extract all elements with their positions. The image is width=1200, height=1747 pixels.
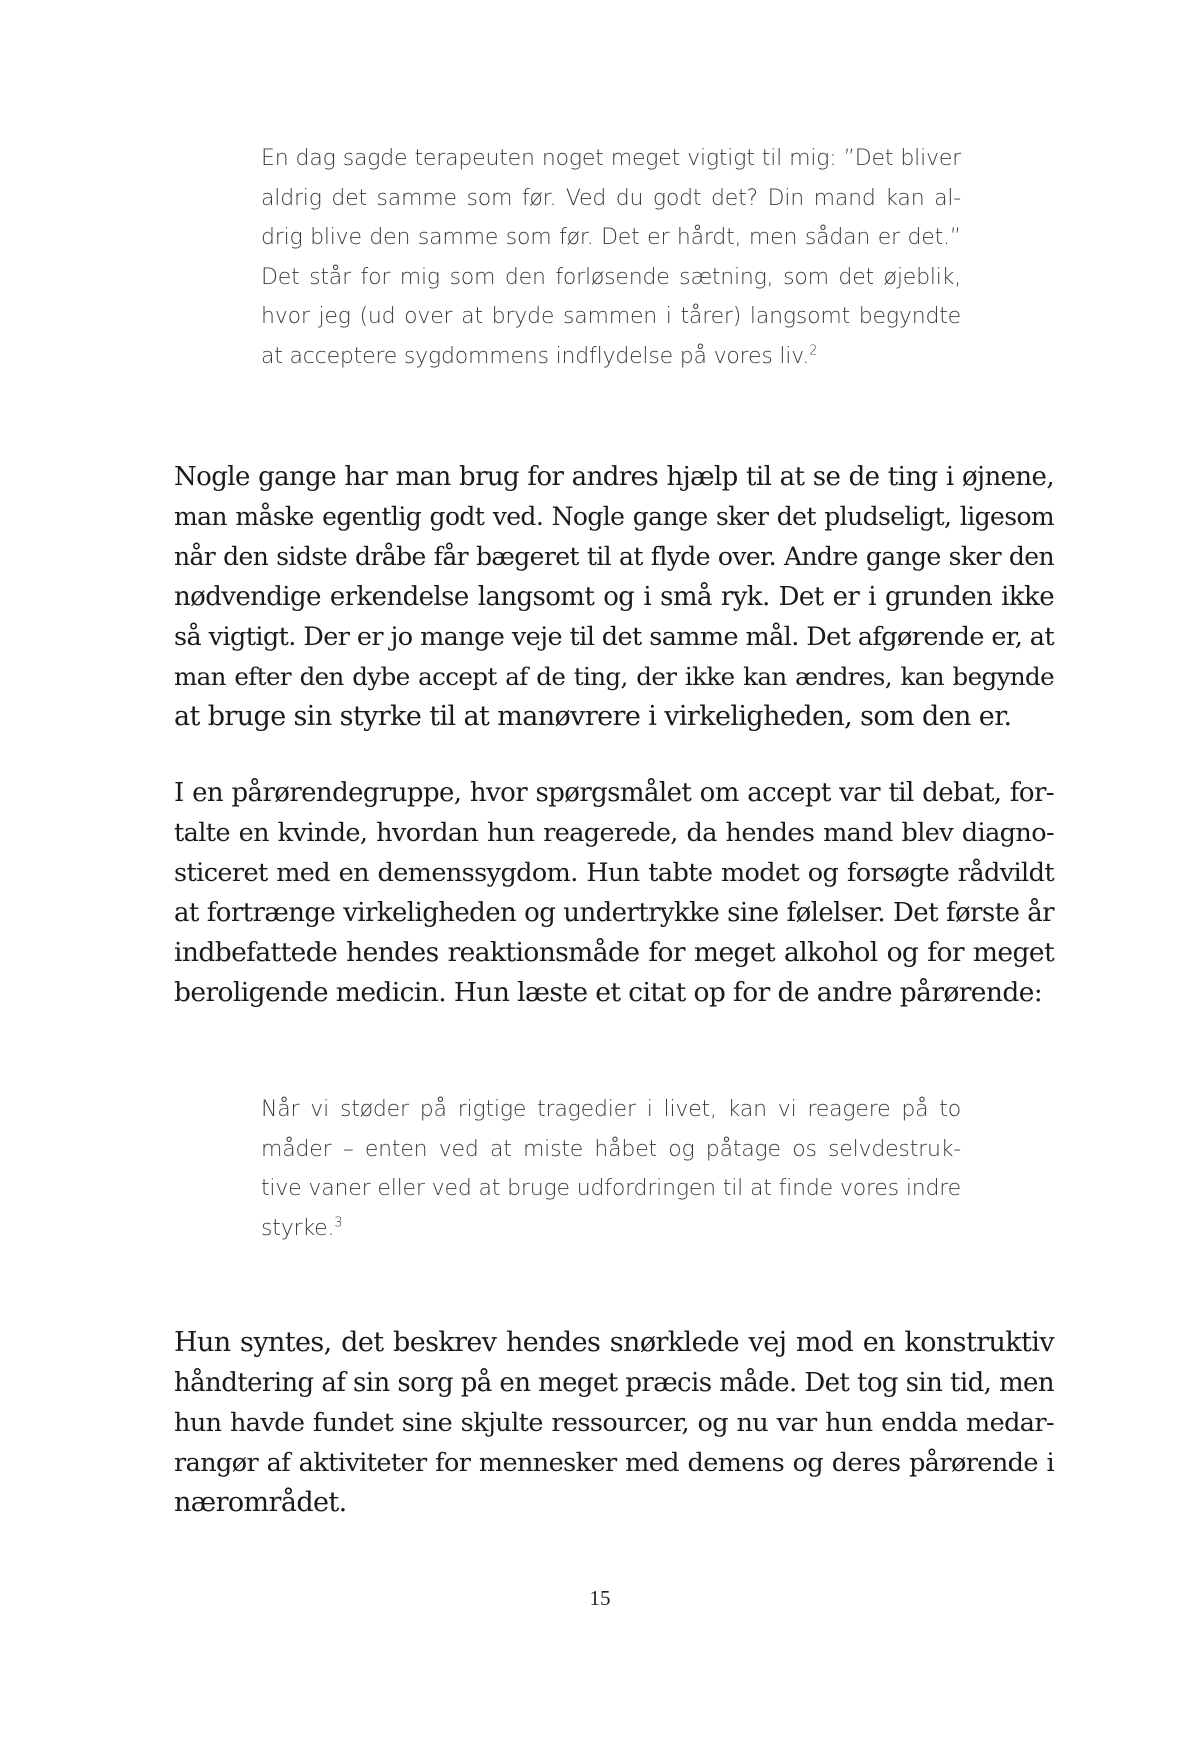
paragraph-line: hun havde fundet sine skjulte ressourcer, og nu var hun endda medar- <box>174 1408 1054 1438</box>
quote-line: drig blive den samme som før. Det er hårdt, men sådan er det.” <box>261 225 961 250</box>
paragraph-line: nærområdet. <box>174 1487 347 1518</box>
paragraph-line: indbefattede hendes reaktionsmåde for meget alkohol og for meget <box>174 937 1054 968</box>
block-quote-2 <box>261 1090 961 1248</box>
paragraph-line: beroligende medicin. Hun læste et citat op for de andre pårørende: <box>174 977 1043 1008</box>
body-paragraph-2 <box>174 773 1054 1013</box>
quote-line: måder – enten ved at miste håbet og påtage os selvdestruk- <box>261 1136 961 1162</box>
paragraph-line: rangør af aktiviteter for mennesker med demens og deres pårørende i <box>174 1448 1054 1478</box>
paragraph-line: at fortrænge virkeligheden og undertrykke sine følelser. Det første år <box>174 898 1054 928</box>
paragraph-line: man måske egentlig godt ved. Nogle gange sker det pludseligt, ligesom <box>174 502 1054 531</box>
paragraph-line: håndtering af sin sorg på en meget præcis måde. Det tog sin tid, men <box>174 1368 1054 1398</box>
paragraph-line: Hun syntes, det beskrev hendes snørklede vej mod en konstruktiv <box>174 1327 1054 1358</box>
block-quote-1 <box>261 139 961 376</box>
quote-line: hvor jeg (ud over at bryde sammen i tårer) langsomt begyndte <box>261 304 961 329</box>
quote-line: tive vaner eller ved at bruge udfordringen til at finde vores indre <box>261 1176 961 1201</box>
quote-line: Det står for mig som den forløsende sætning, som det øjeblik, <box>261 264 961 290</box>
quote-line: En dag sagde terapeuten noget meget vigtigt til mig: ”Det bliver <box>261 146 961 171</box>
quote-text: styrke. <box>261 1215 335 1241</box>
quote-line: aldrig det samme som før. Ved du godt det? Din mand kan al- <box>261 185 961 211</box>
paragraph-line: I en pårørendegruppe, hvor spørgsmålet om accept var til debat, for- <box>174 778 1054 808</box>
footnote-marker[interactable]: 3 <box>334 1215 343 1231</box>
body-paragraph-1 <box>174 457 1054 737</box>
footnote-marker[interactable]: 2 <box>809 343 818 359</box>
page-number: 15 <box>589 1586 611 1610</box>
quote-line-last <box>261 337 961 377</box>
paragraph-line: man efter den dybe accept af de ting, der ikke kan ændres, kan begynde <box>174 662 1054 691</box>
paragraph-line: nødvendige erkendelse langsomt og i små ryk. Det er i grunden ikke <box>174 582 1054 612</box>
paragraph-line: talte en kvinde, hvordan hun reagerede, da hendes mand blev diagno- <box>174 818 1054 848</box>
quote-line: Når vi støder på rigtige tragedier i livet, kan vi reagere på to <box>261 1097 961 1122</box>
paragraph-line: så vigtigt. Der er jo mange veje til det samme mål. Det afgørende er, at <box>174 622 1054 652</box>
paragraph-line: Nogle gange har man brug for andres hjælp til at se de ting i øjnene, <box>174 462 1054 492</box>
paragraph-line: når den sidste dråbe får bægeret til at flyde over. Andre gange sker den <box>174 542 1054 571</box>
body-paragraph-3 <box>174 1323 1054 1523</box>
quote-line-last <box>261 1209 961 1249</box>
paragraph-line: at bruge sin styrke til at manøvrere i virkeligheden, som den er. <box>174 701 1012 732</box>
quote-text: at acceptere sygdommens indflydelse på vores liv. <box>261 343 810 369</box>
paragraph-line: sticeret med en demenssygdom. Hun tabte modet og forsøgte rådvildt <box>174 858 1054 888</box>
